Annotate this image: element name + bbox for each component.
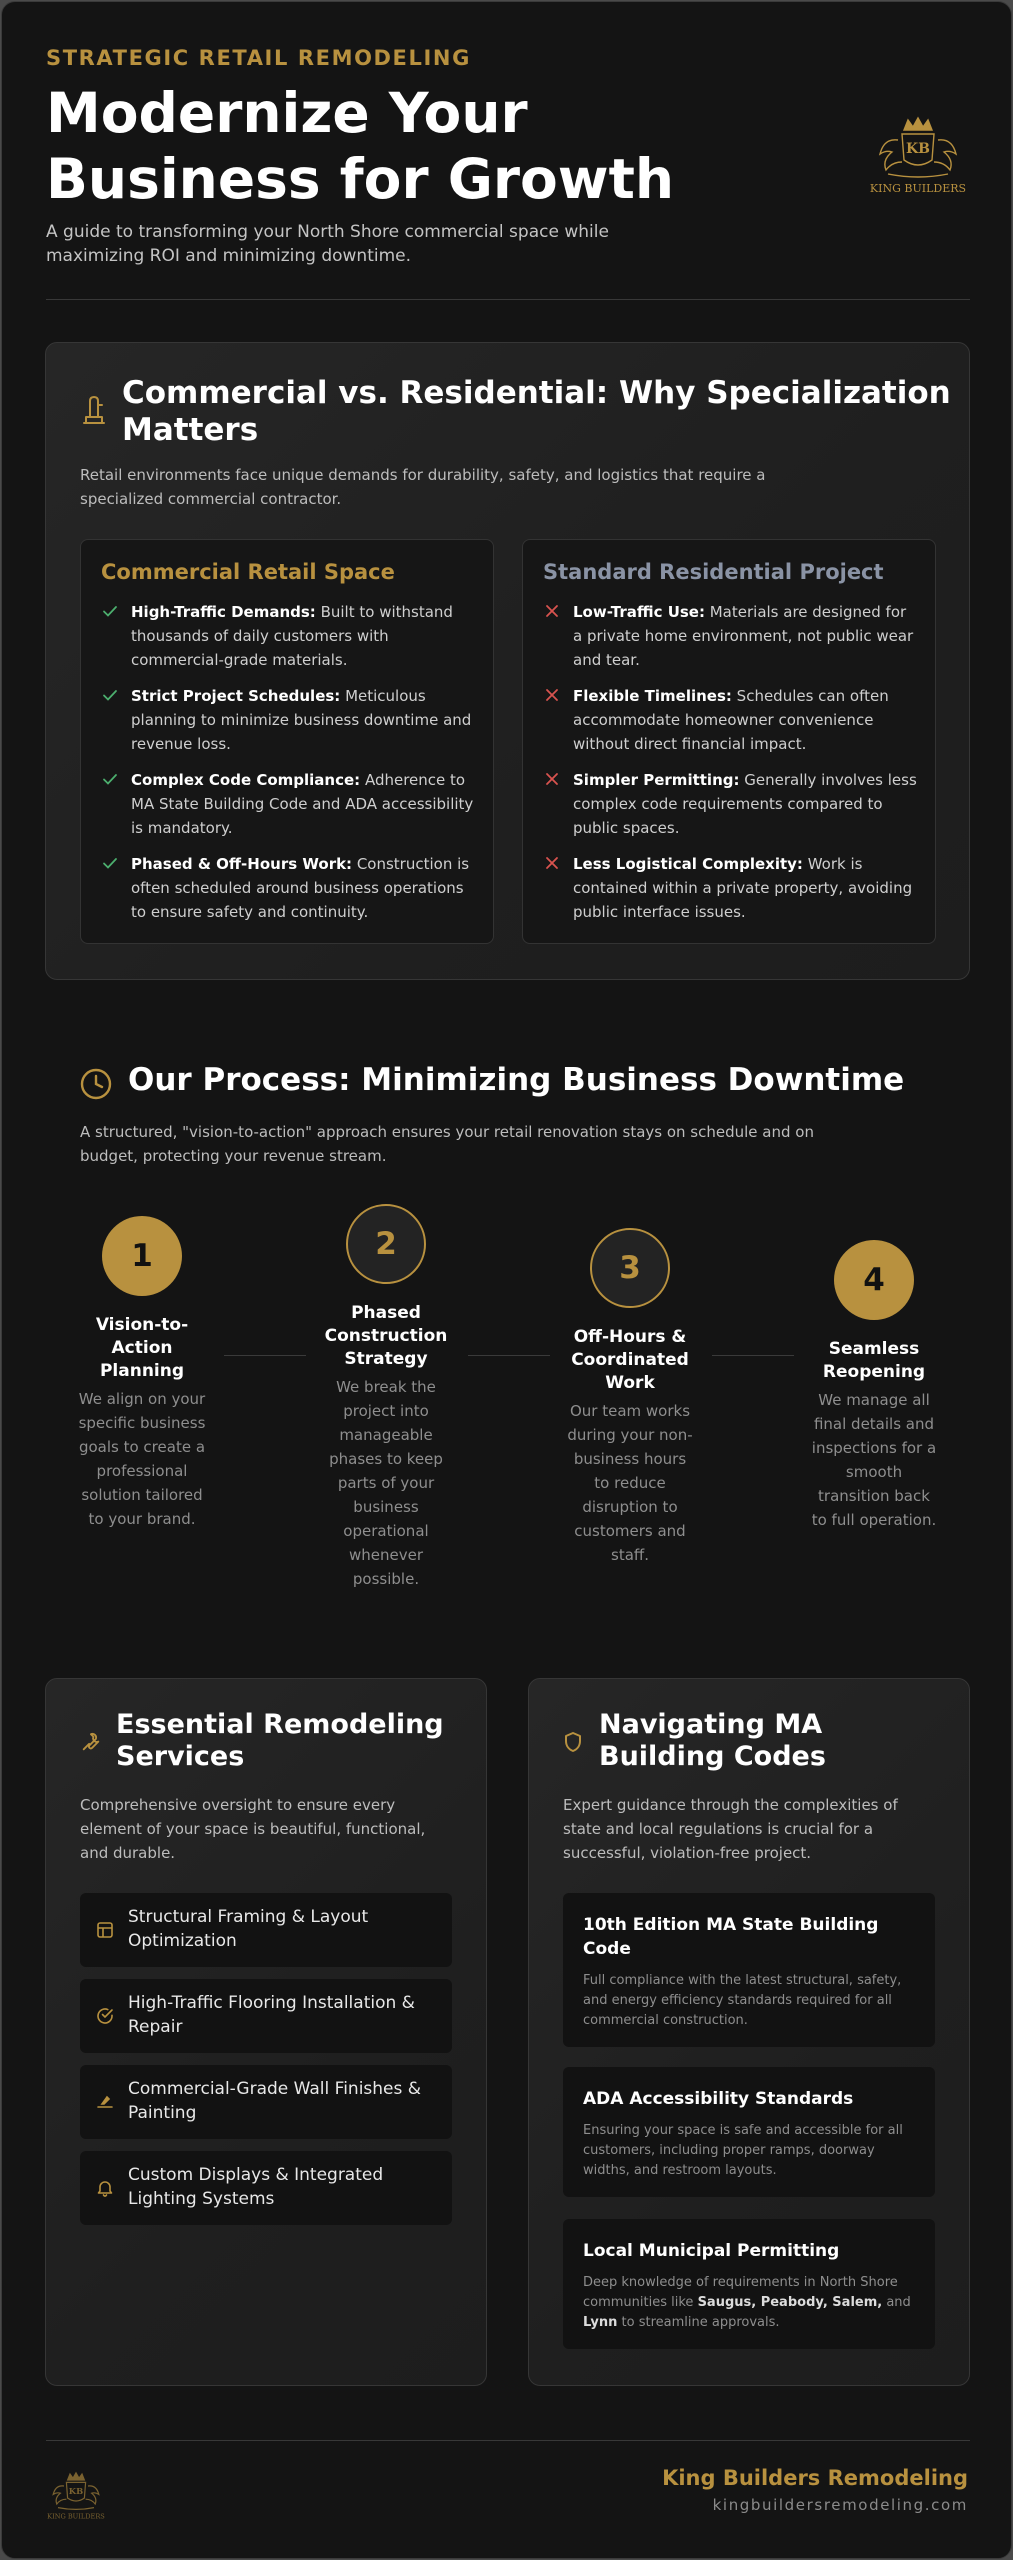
shield-icon [563,1731,583,1753]
service-item [80,1893,452,1967]
services-title: Essential Remodeling Services [116,1709,444,1772]
step-number: 3 [590,1228,670,1308]
check-icon [101,686,119,704]
code-item [563,1893,935,2047]
process-step-2 [321,1204,451,1591]
intro-text: A guide to transforming your North Shore commercial space while maximizing ROI and minimizing downtime. [46,222,609,266]
process-step-1 [77,1216,207,1531]
step-number: 4 [834,1240,914,1320]
footer-logo [46,2468,106,2522]
code-description: Deep knowledge of requirements in North Shore communities like Saugus, Peabody, Salem, and Lynn to streamline approvals. [583,2275,911,2330]
commercial-item: High-Traffic Demands: Built to withstand thousands of daily customers with commercial-grade materials. [101,600,477,684]
service-label: Custom Displays & Integrated Lighting Systems [128,2165,384,2209]
commercial-item: Complex Code Compliance: Adherence to MA State Building Code and ADA accessibility is mandatory. [101,768,477,852]
services-subtitle: Comprehensive oversight to ensure every element of your space is beautiful, functional, and durable. [80,1796,426,1862]
residential-heading: Standard Residential Project [543,560,884,584]
cross-icon [543,686,561,704]
cross-icon [543,854,561,872]
wrench-icon [80,1731,102,1753]
step-description: We manage all final details and inspections for a smooth transition back to full operation. [811,1391,937,1529]
step-number: 2 [346,1204,426,1284]
process-step-3 [565,1228,695,1567]
comparison-subtitle: Retail environments face unique demands for durability, safety, and logistics that require a specialized commercial contractor. [80,466,766,508]
divider [46,299,970,300]
check-icon [101,770,119,788]
footer-website[interactable]: kingbuildersremodeling.com [712,2496,968,2514]
comparison-card [45,342,970,980]
codes-card [528,1678,970,2386]
service-item [80,2065,452,2139]
code-item [563,2067,935,2197]
eyebrow-label: STRATEGIC RETAIL REMODELING [46,46,471,70]
step-name: Off-Hours & Coordinated Work [571,1327,689,1393]
residential-item: Low-Traffic Use: Materials are designed for a private home environment, not public wear and tear. [543,600,919,684]
king-builders-logo [868,110,968,200]
commercial-item: Phased & Off-Hours Work: Construction is often scheduled around business operations to ensure safety and continuity. [101,852,477,936]
code-description: Ensuring your space is safe and accessible for all customers, including proper ramps, doorway widths, and restroom layouts. [583,2123,903,2178]
svg-text:KB: KB [68,2485,84,2496]
bell-icon [96,2179,114,2197]
infographic-page [1,1,1012,2559]
svg-text:KB: KB [905,141,931,157]
step-name: Phased Construction Strategy [324,1303,448,1369]
process-step-4 [809,1240,939,1532]
crest-icon [868,110,968,182]
check-icon [101,854,119,872]
check-circle-icon [96,2007,114,2025]
step-description: We align on your specific business goals to create a professional solution tailored to your brand. [78,1390,206,1528]
service-label: Commercial-Grade Wall Finishes & Painting [128,2079,422,2123]
commercial-column [80,539,494,944]
step-number: 1 [102,1216,182,1296]
page-title: Modernize Your Business for Growth [46,81,675,211]
step-name: Seamless Reopening [822,1339,926,1382]
service-item [80,2151,452,2225]
step-description: We break the project into manageable phases to keep parts of your business operational whenever possible. [329,1378,443,1588]
code-description: Full compliance with the latest structural, safety, and energy efficiency standards required for all commercial construction. [583,1973,902,2028]
service-item [80,1979,452,2053]
layout-icon [96,1921,114,1939]
building-icon [80,395,108,427]
header [46,42,966,300]
footer-company-name: King Builders Remodeling [662,2466,968,2490]
code-name: Local Municipal Permitting [583,2241,840,2261]
service-label: High-Traffic Flooring Installation & Repair [128,1993,415,2037]
services-card [45,1678,487,2386]
step-connector [468,1355,550,1356]
process-title: Our Process: Minimizing Business Downtime [128,1062,905,1098]
comparison-title: Commercial vs. Residential: Why Specialization Matters [122,375,951,448]
service-label: Structural Framing & Layout Optimization [128,1907,369,1951]
commercial-heading: Commercial Retail Space [101,560,395,584]
cross-icon [543,770,561,788]
step-description: Our team works during your non-business hours to reduce disruption to customers and staff. [567,1402,693,1564]
code-item [563,2219,935,2349]
step-name: Vision-to-Action Planning [95,1315,189,1381]
footer-divider [46,2440,970,2441]
residential-list [543,600,919,936]
code-name: ADA Accessibility Standards [583,2089,854,2109]
residential-item: Flexible Timelines: Schedules can often accommodate homeowner convenience without direct financial impact. [543,684,919,768]
codes-subtitle: Expert guidance through the complexities of state and local regulations is crucial for a successful, violation-free project. [563,1796,898,1862]
step-connector [712,1355,794,1356]
logo-wordmark: KING BUILDERS [869,182,967,195]
svg-text:KING BUILDERS: KING BUILDERS [47,2512,105,2521]
paint-icon [96,2093,114,2111]
check-icon [101,602,119,620]
code-name: 10th Edition MA State Building Code [583,1915,879,1959]
codes-title: Navigating MA Building Codes [599,1709,826,1772]
residential-column [522,539,936,944]
residential-item: Less Logistical Complexity: Work is contained within a private property, avoiding public interface issues. [543,852,919,936]
step-connector [224,1355,306,1356]
clock-icon [80,1068,112,1100]
cross-icon [543,602,561,620]
commercial-item: Strict Project Schedules: Meticulous planning to minimize business downtime and revenue loss. [101,684,477,768]
process-subtitle: A structured, "vision-to-action" approach ensures your retail renovation stays on schedule and on budget, protecting your revenue stream. [80,1123,814,1165]
commercial-list [101,600,477,936]
residential-item: Simpler Permitting: Generally involves less complex code requirements compared to public spaces. [543,768,919,852]
